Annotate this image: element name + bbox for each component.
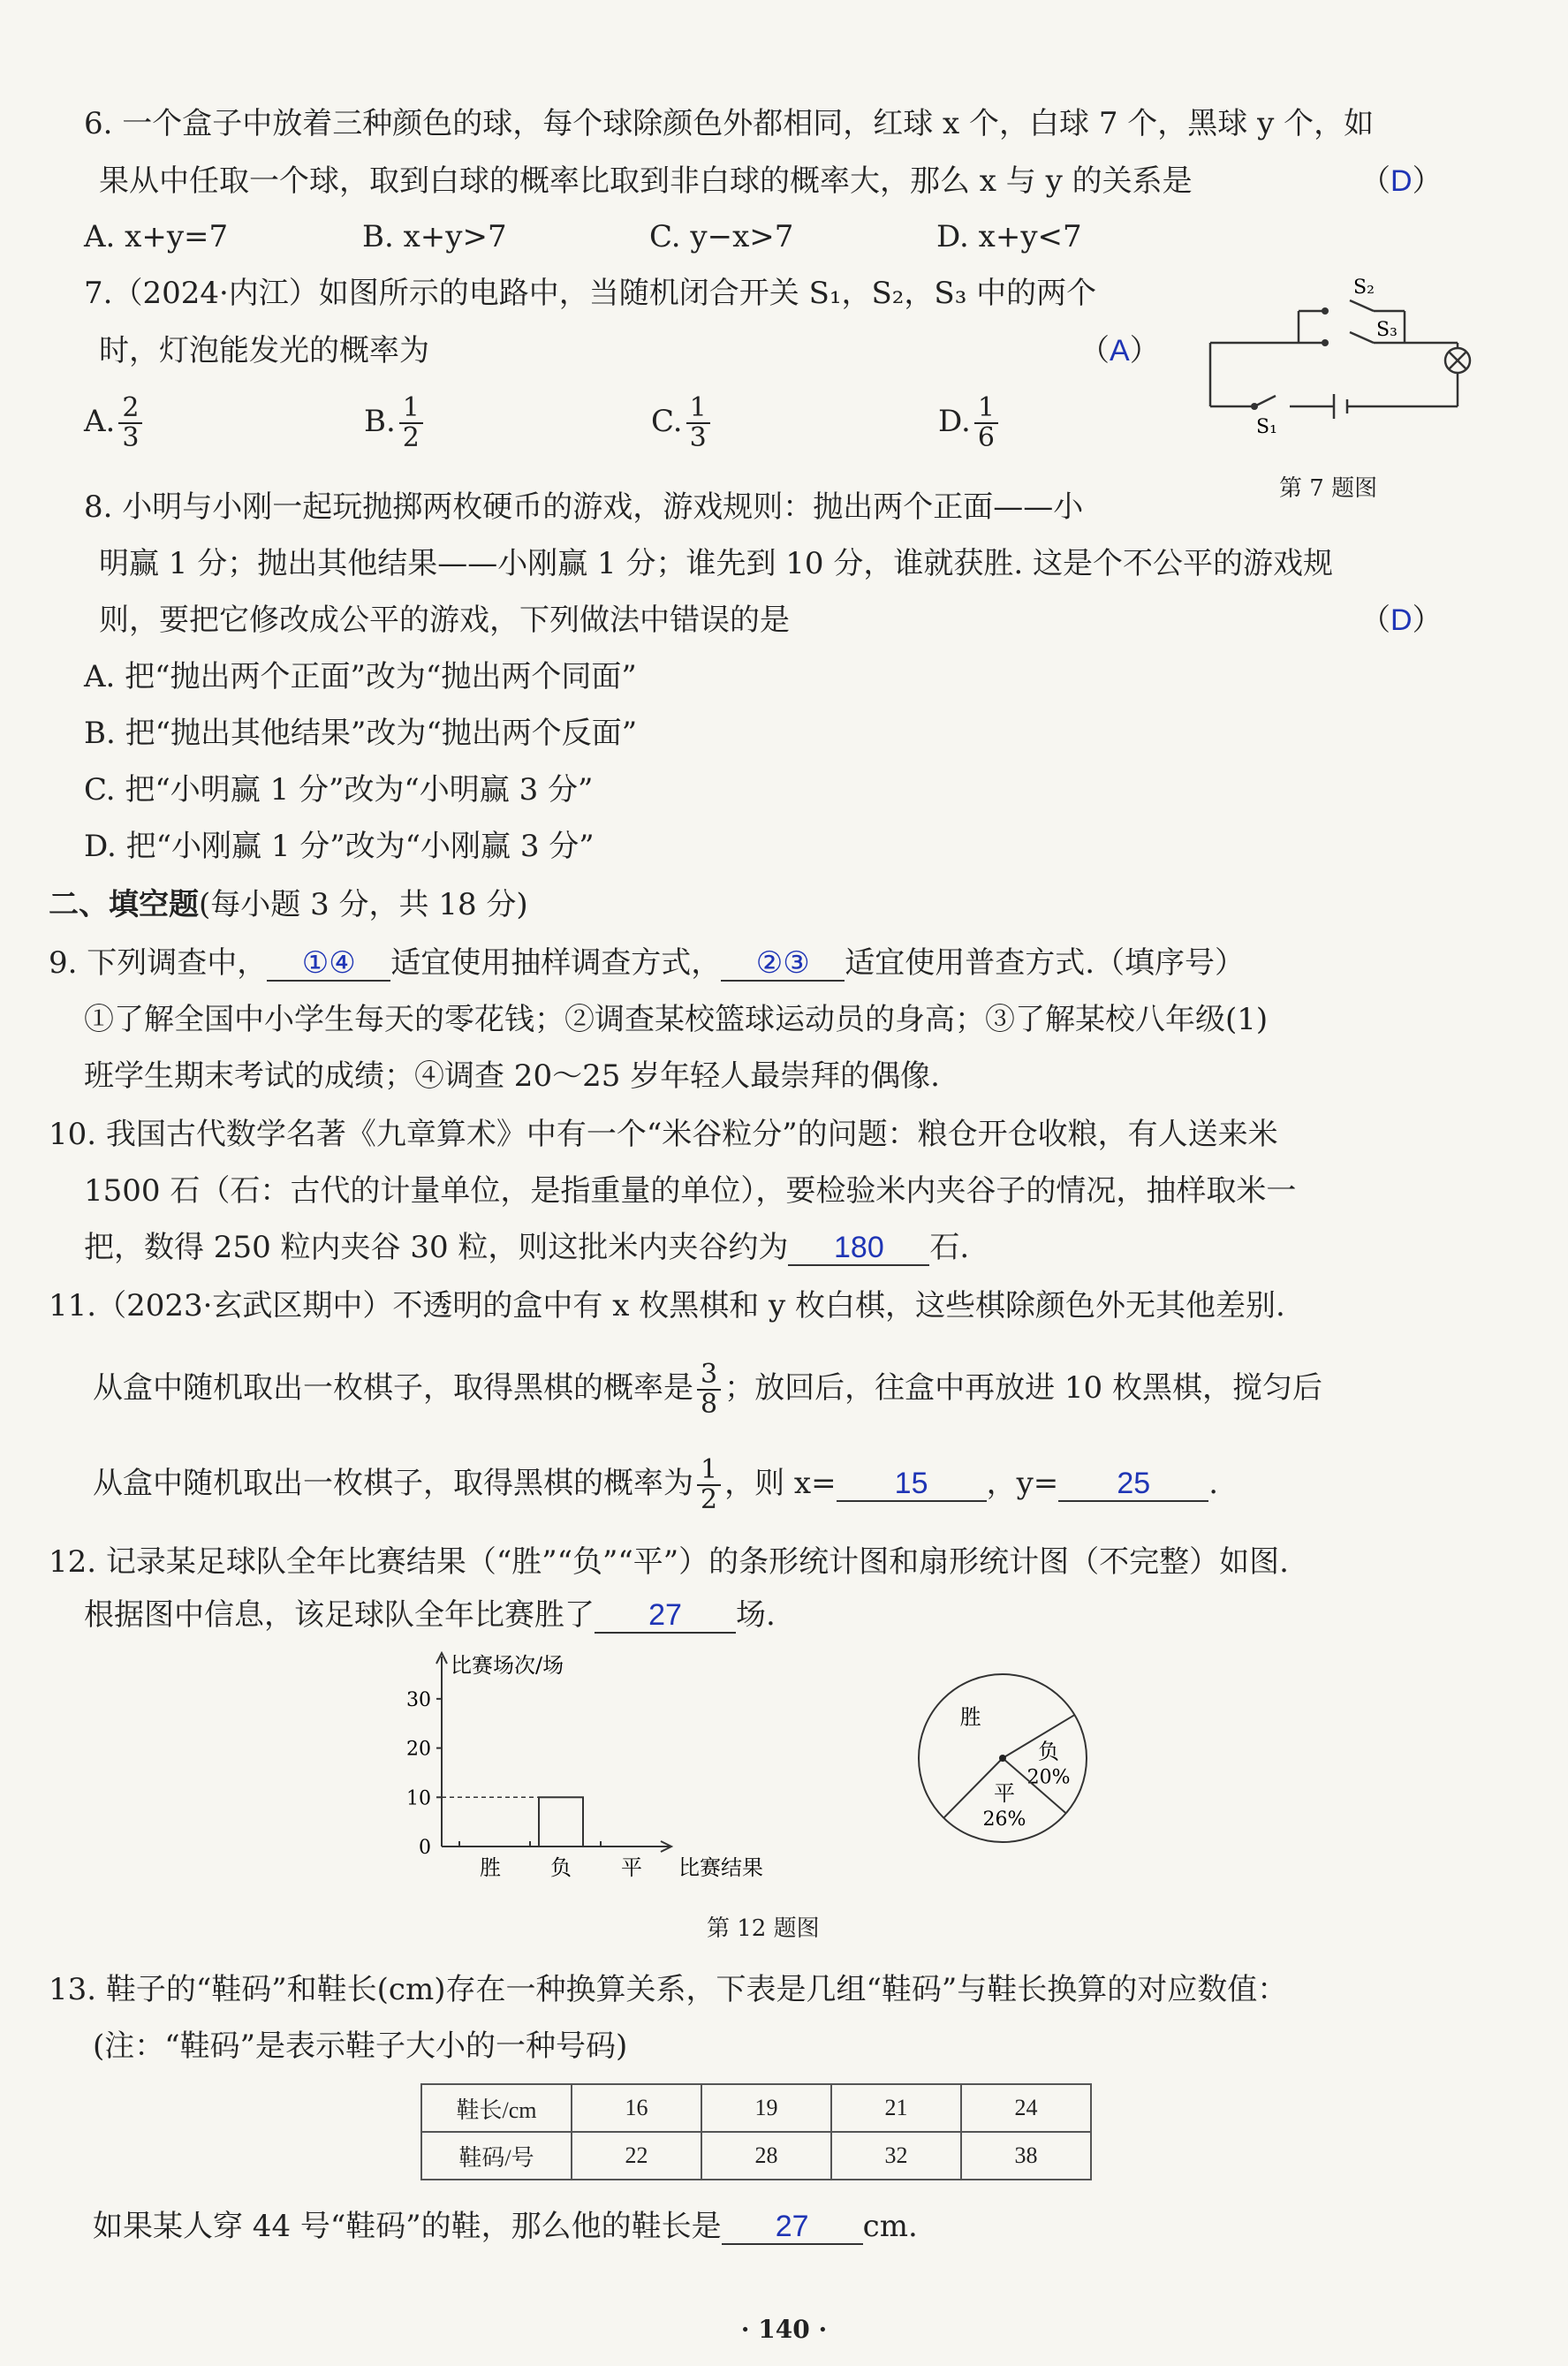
x-tick-label: 平 [621,1855,642,1880]
bar-负 [539,1797,583,1847]
table-cell: 19 [701,2084,831,2132]
q11-line1: 11.（2023·玄武区期中）不透明的盒中有 x 枚黑棋和 y 枚白棋，这些棋除颜色外无其他差别. [49,1288,1285,1323]
q13-line2: (注：“鞋码”是表示鞋子大小的一种号码) [93,2029,628,2064]
q7-option-c: C. $\frac{1}{3}$ [651,394,714,452]
pie-center [999,1755,1006,1762]
table-row-header: 鞋长/cm [421,2084,572,2132]
q13-line1: 13. 鞋子的“鞋码”和鞋长(cm)存在一种换算关系，下表是几组“鞋码”与鞋长换算的对应数值： [49,1972,1288,2007]
q7-line2: 时，灯泡能发光的概率为 [99,333,429,368]
shoe-size-table [420,2083,1092,2180]
q7-option-a: A. $\frac{2}{3}$ [84,394,146,452]
q8-line2: 明赢 1 分；抛出其他结果——小刚赢 1 分；谁先到 10 分，谁就获胜. 这是个不公平的游戏规 [99,546,1333,581]
q8-line3: 则，要把它修改成公平的游戏，下列做法中错误的是 [99,603,790,638]
q7-figure-caption: 第 7 题图 [1279,475,1378,502]
table-cell: 22 [572,2132,701,2180]
pie-slice-value-负: 20% [1026,1766,1071,1789]
table-cell: 38 [961,2132,1091,2180]
x-tick-label: 胜 [480,1855,501,1880]
q9-line2: ①了解全国中小学生每天的零花钱；②调查某校篮球运动员的身高；③了解某校八年级(1) [84,1002,1269,1037]
q9-answer1: ①④ [267,946,390,982]
q8-answer: D [1390,603,1413,637]
table-row [421,2132,1091,2180]
pie-slice-label-平: 平 [994,1781,1016,1807]
q12-bar-chart [389,1648,866,1895]
q7-option-b: B. $\frac{1}{2}$ [364,394,427,452]
q9-answer2: ②③ [721,946,845,982]
q12-line1: 12. 记录某足球队全年比赛结果（“胜”“负”“平”）的条形统计图和扇形统计图（不完整）如图. [49,1544,1289,1580]
table-cell: 32 [831,2132,961,2180]
switch-label-s3: S₃ [1376,319,1398,341]
bar-chart-x-label: 比赛结果 [678,1855,763,1880]
q10-line2: 1500 石（石：古代的计量单位，是指重量的单位），要检验米内夹谷子的情况，抽样取米一 [84,1173,1297,1209]
table-cell: 16 [572,2084,701,2132]
q6-option-b: B. x+y>7 [362,219,507,254]
q7-circuit-diagram [1201,274,1475,459]
q6-option-a: A. x+y=7 [84,219,229,254]
q8-answer-paren: （D） [1360,603,1443,638]
q8-option-a: A. 把“抛出两个正面”改为“抛出两个同面” [84,659,637,694]
y-tick-label: 10 [406,1787,431,1810]
table-cell: 28 [701,2132,831,2180]
q8-option-b: B. 把“抛出其他结果”改为“抛出两个反面” [84,716,638,751]
q10-line3: 把，数得 250 粒内夹谷 30 粒，则这批米内夹谷约为 180 石. [84,1230,970,1265]
q10-line1: 10. 我国古代数学名著《九章算术》中有一个“米谷粒分”的问题：粮仓开仓收粮，有人送来米 [49,1117,1278,1152]
table-cell: 21 [831,2084,961,2132]
y-tick-label: 0 [419,1837,431,1859]
q6-answer-paren: （D） [1360,163,1443,199]
switch-label-s1: S₁ [1256,416,1277,438]
q13-answer: 27 [722,2210,863,2245]
q7-line1: 7.（2024·内江）如图所示的电路中，当随机闭合开关 S₁，S₂，S₃ 中的两个 [84,276,1097,311]
bar-chart-y-label: 比赛场次/场 [451,1653,564,1678]
q6-line1: 6. 一个盒子中放着三种颜色的球，每个球除颜色外都相同，红球 x 个，白球 7 个，黑球 y 个，如 [84,106,1375,141]
q11-line2: 从盒中随机取出一枚棋子，取得黑棋的概率是 $\frac{3}{8}$ ；放回后，往盒中再放进 10 枚黑棋，搅匀后 [93,1359,1322,1420]
q12-line2: 根据图中信息，该足球队全年比赛胜了 27 场. [84,1597,776,1633]
q11-answer-x: 15 [837,1467,987,1502]
x-tick-label: 负 [550,1855,572,1880]
y-tick-label: 20 [406,1738,431,1761]
page-number: · 140 · [740,2315,828,2344]
pie-slice-label-胜: 胜 [959,1704,981,1730]
q6-option-c: C. y−x>7 [649,219,794,254]
q6-line2: 果从中任取一个球，取到白球的概率比取到非白球的概率大，那么 x 与 y 的关系是 [99,163,1193,199]
q11-answer-y: 25 [1058,1467,1208,1502]
q6-option-d: D. x+y<7 [936,219,1082,254]
q8-option-c: C. 把“小明赢 1 分”改为“小明赢 3 分” [84,772,594,808]
switch-label-s2: S₂ [1353,277,1375,299]
table-row-header: 鞋码/号 [421,2132,572,2180]
table-row [421,2084,1091,2132]
q12-figure-caption: 第 12 题图 [707,1915,820,1942]
pie-slice-label-负: 负 [1038,1739,1060,1764]
q9-line3: 班学生期末考试的成绩；④调查 20～25 岁年轻人最崇拜的偶像. [84,1058,940,1094]
q11-line3: 从盒中随机取出一枚棋子，取得黑棋的概率为 $\frac{1}{2}$ ，则 x= 15 ，y= 25 . [93,1454,1219,1515]
q12-answer: 27 [595,1598,736,1634]
q6-answer: D [1390,164,1413,198]
q7-answer: A [1110,334,1130,368]
q7-option-d: D. $\frac{1}{6}$ [938,394,1002,452]
q12-pie-chart [910,1670,1113,1855]
q10-answer: 180 [788,1231,929,1266]
q8-option-d: D. 把“小刚赢 1 分”改为“小刚赢 3 分” [84,829,595,864]
q13-line3: 如果某人穿 44 号“鞋码”的鞋，那么他的鞋长是 27 cm. [93,2209,918,2244]
q9-line1: 9. 下列调查中， ①④ 适宜使用抽样调查方式， ②③ 适宜使用普查方式.（填序号） [49,945,1246,981]
section2-heading: 二、填空题(每小题 3 分，共 18 分) [49,887,528,922]
q8-line1: 8. 小明与小刚一起玩抛掷两枚硬币的游戏，游戏规则：抛出两个正面——小 [84,489,1084,525]
table-cell: 24 [961,2084,1091,2132]
pie-slice-value-平: 26% [982,1809,1026,1831]
q7-answer-paren: （A） [1079,333,1160,368]
y-tick-label: 30 [406,1688,431,1711]
